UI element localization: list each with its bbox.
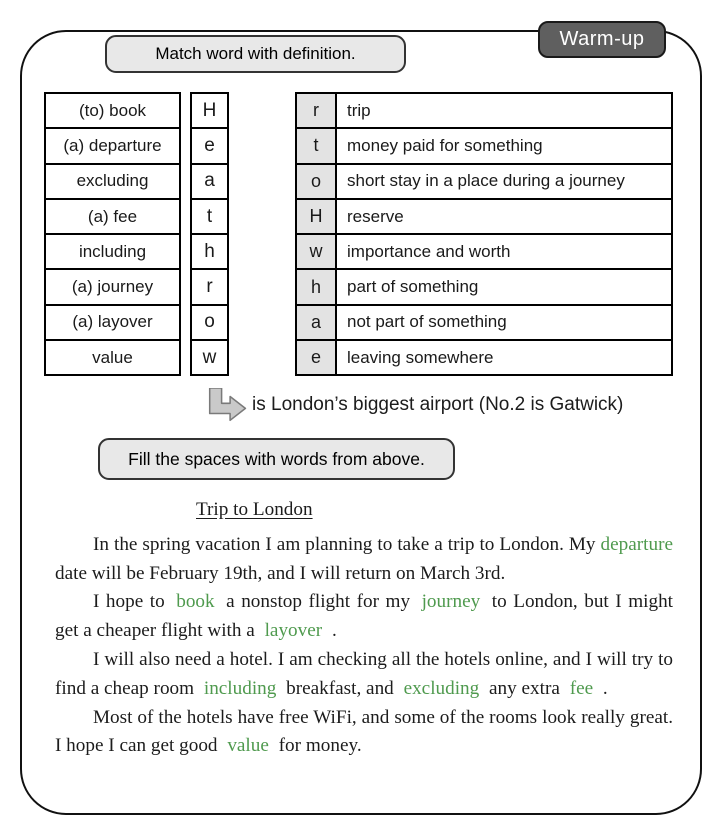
airport-note-row [202, 388, 248, 422]
word-cell: (a) fee [44, 198, 181, 235]
passage-paragraph [55, 531, 673, 589]
passage-text: . [327, 620, 337, 642]
passage-text: breakfast, and [281, 677, 399, 699]
answer-letter-cell: e [190, 127, 229, 164]
word-cell: (a) layover [44, 304, 181, 341]
passage-text: In the spring vacation I am planning to take a trip to London. My [93, 533, 601, 555]
word-list-table [44, 92, 181, 376]
definition-letter-cell: r [297, 94, 337, 127]
answer-word: fee [569, 677, 594, 699]
bent-arrow-icon [202, 388, 248, 422]
passage-text: . [598, 677, 608, 699]
definition-letter-cell: w [297, 235, 337, 268]
passage-paragraph [55, 646, 673, 704]
definition-text-cell: money paid for something [347, 135, 543, 155]
definition-text-cell: leaving somewhere [347, 347, 494, 367]
passage-text: a nonstop flight for my [219, 591, 417, 613]
answer-word: departure [600, 533, 673, 555]
passage-text: to London, but I might get a cheaper flight with a [55, 591, 674, 642]
answer-letter-cell: r [190, 268, 229, 305]
passage-text: for money. [273, 735, 362, 757]
definition-text-cell: part of something [347, 277, 479, 297]
passage-text: any extra [484, 677, 565, 699]
answer-letter-cell: o [190, 304, 229, 341]
passage-text: date will be February 19th, and I will return on March 3rd. [55, 562, 506, 584]
answer-word: including [203, 677, 277, 699]
definition-row [295, 268, 673, 305]
definition-row [295, 127, 673, 164]
letters-column [190, 92, 229, 376]
answer-word: value [227, 735, 269, 757]
answer-word: excluding [403, 677, 480, 699]
fill-instruction-box [98, 438, 455, 480]
definition-text-cell: trip [347, 100, 371, 120]
word-cell: excluding [44, 163, 181, 200]
definition-row [295, 339, 673, 376]
definition-letter-cell: H [297, 200, 337, 233]
passage [55, 496, 673, 761]
answer-letter-cell: a [190, 163, 229, 200]
word-cell: including [44, 233, 181, 270]
answer-word: book [176, 591, 215, 613]
definition-letter-cell: h [297, 270, 337, 303]
definition-row [295, 92, 673, 129]
definition-letter-cell: a [297, 306, 337, 339]
fill-instruction-label: Fill the spaces with words from above. [128, 448, 425, 469]
definition-letter-cell: e [297, 341, 337, 374]
definition-text-cell: not part of something [347, 312, 507, 332]
passage-text: Most of the hotels have free WiFi, and some of the rooms look really great. I hope I can get good [55, 706, 673, 757]
passage-paragraph [55, 704, 673, 762]
definition-text-cell: importance and worth [347, 241, 511, 261]
definition-row [295, 233, 673, 270]
definition-row [295, 198, 673, 235]
warmup-badge-label: Warm-up [559, 28, 645, 50]
answer-word: layover [264, 620, 323, 642]
word-cell: value [44, 339, 181, 376]
passage-title: Trip to London [196, 499, 313, 520]
answer-letter-cell: w [190, 339, 229, 376]
answer-letter-cell: t [190, 198, 229, 235]
answer-word: journey [421, 591, 481, 613]
airport-note-text: is London’s biggest airport (No.2 is Gatwick) [252, 394, 624, 415]
warmup-badge [538, 21, 666, 58]
definition-letter-cell: t [297, 129, 337, 162]
answer-letter-cell: H [190, 92, 229, 129]
definitions-table [295, 92, 673, 376]
answer-letter-cell: h [190, 233, 229, 270]
definition-row [295, 163, 673, 200]
definition-row [295, 304, 673, 341]
match-instruction-box [105, 35, 406, 73]
word-cell: (to) book [44, 92, 181, 129]
passage-text: I will also need a hotel. I am checking all the hotels online, and I will try to find a cheap room [55, 648, 673, 699]
match-instruction-label: Match word with definition. [155, 44, 356, 63]
passage-text: I hope to [93, 591, 172, 613]
word-cell: (a) journey [44, 268, 181, 305]
definition-text-cell: short stay in a place during a journey [347, 171, 625, 191]
passage-paragraph [55, 588, 673, 646]
word-cell: (a) departure [44, 127, 181, 164]
definition-text-cell: reserve [347, 206, 404, 226]
definition-letter-cell: o [297, 165, 337, 198]
